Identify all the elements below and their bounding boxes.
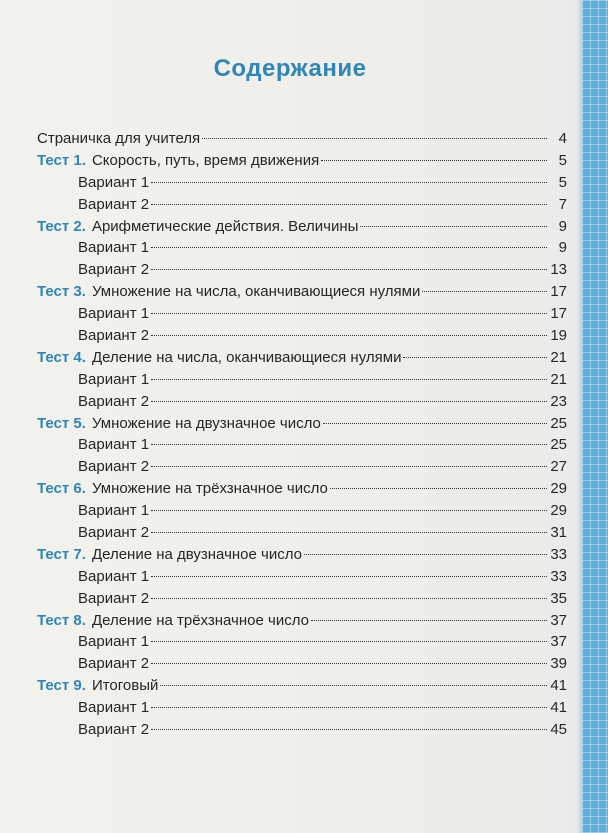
entry-title: Вариант 2 — [78, 327, 150, 345]
entry-title: Деление на двузначное число — [91, 545, 302, 563]
page-number: 21 — [550, 348, 567, 366]
dot-leader — [151, 641, 547, 642]
entry-title: Вариант 1 — [78, 502, 150, 520]
page-number: 33 — [550, 567, 567, 585]
dot-leader — [160, 685, 547, 686]
entry-title: Вариант 2 — [78, 721, 150, 739]
toc-variant-entry — [37, 369, 567, 391]
test-number-label: Тест 3. — [37, 283, 86, 301]
test-number-label: Тест 7. — [37, 545, 86, 563]
entry-title: Вариант 1 — [78, 173, 150, 191]
dot-leader — [151, 269, 547, 270]
entry-title: Вариант 2 — [78, 655, 150, 673]
toc-variant-entry — [37, 391, 567, 413]
dot-leader — [151, 247, 547, 248]
dot-leader — [151, 182, 547, 183]
toc-test-entry — [37, 544, 567, 566]
entry-title: Вариант 1 — [78, 370, 150, 388]
page-number: 5 — [558, 151, 567, 169]
dot-leader — [360, 226, 547, 227]
entry-title: Страничка для учителя — [37, 130, 201, 147]
entry-title: Итоговый — [91, 677, 159, 695]
entry-title: Вариант 1 — [78, 436, 150, 454]
toc-test-entry — [37, 478, 567, 500]
entry-title: Арифметические действия. Величины — [91, 217, 359, 235]
toc-variant-entry — [37, 325, 567, 347]
entry-title: Умножение на двузначное число — [91, 414, 321, 432]
toc-variant-entry — [37, 719, 567, 741]
toc-variant-entry — [37, 500, 567, 522]
page-number: 41 — [550, 699, 567, 717]
toc-entry — [37, 128, 567, 150]
test-number-label: Тест 9. — [37, 677, 86, 695]
dot-leader — [321, 160, 547, 161]
page-number: 37 — [550, 611, 567, 629]
test-number-label: Тест 8. — [37, 611, 86, 629]
dot-leader — [151, 729, 547, 730]
entry-title: Вариант 2 — [78, 392, 150, 410]
dot-leader — [323, 423, 547, 424]
dot-leader — [151, 401, 547, 402]
test-number-label: Тест 1. — [37, 151, 86, 169]
dot-leader — [151, 707, 547, 708]
entry-title: Вариант 2 — [78, 524, 150, 542]
page-number: 31 — [550, 524, 567, 542]
entry-title: Умножение на трёхзначное число — [91, 480, 328, 498]
page-number: 33 — [550, 545, 567, 563]
toc-variant-entry — [37, 456, 567, 478]
page-number: 41 — [550, 677, 567, 695]
page-number: 35 — [550, 589, 567, 607]
dot-leader — [202, 138, 547, 139]
toc-variant-entry — [37, 172, 567, 194]
entry-title: Вариант 2 — [78, 589, 150, 607]
dot-leader — [151, 379, 547, 380]
toc-test-entry — [37, 610, 567, 632]
page-number: 13 — [550, 261, 567, 279]
toc-variant-entry — [37, 588, 567, 610]
table-of-contents — [37, 128, 567, 741]
dot-leader — [151, 444, 547, 445]
dot-leader — [151, 576, 547, 577]
toc-variant-entry — [37, 194, 567, 216]
page-number: 27 — [550, 458, 567, 476]
test-number-label: Тест 4. — [37, 348, 86, 366]
dot-leader — [311, 620, 547, 621]
toc-test-entry — [37, 281, 567, 303]
toc-test-entry — [37, 216, 567, 238]
dot-leader — [151, 335, 547, 336]
page-number: 39 — [550, 655, 567, 673]
entry-title: Вариант 2 — [78, 458, 150, 476]
dot-leader — [151, 598, 547, 599]
dot-leader — [422, 291, 547, 292]
toc-variant-entry — [37, 631, 567, 653]
page-number: 9 — [558, 217, 567, 235]
page-number: 17 — [550, 283, 567, 301]
page-number: 19 — [550, 327, 567, 345]
toc-test-entry — [37, 150, 567, 172]
dot-leader — [403, 357, 547, 358]
dot-leader — [151, 663, 547, 664]
dot-leader — [151, 313, 547, 314]
toc-variant-entry — [37, 522, 567, 544]
page-number: 17 — [550, 305, 567, 323]
toc-test-entry — [37, 675, 567, 697]
toc-variant-entry — [37, 653, 567, 675]
entry-title: Умножение на числа, оканчивающиеся нулями — [91, 283, 421, 301]
toc-test-entry — [37, 413, 567, 435]
page-number: 45 — [550, 721, 567, 739]
toc-variant-entry — [37, 566, 567, 588]
dot-leader — [151, 510, 547, 511]
test-number-label: Тест 5. — [37, 414, 86, 432]
page-number: 7 — [558, 195, 567, 213]
toc-variant-entry — [37, 259, 567, 281]
toc-variant-entry — [37, 303, 567, 325]
toc-variant-entry — [37, 237, 567, 259]
entry-title: Вариант 1 — [78, 305, 150, 323]
toc-variant-entry — [37, 697, 567, 719]
page-number: 29 — [550, 480, 567, 498]
toc-test-entry — [37, 347, 567, 369]
page-number: 25 — [550, 436, 567, 454]
toc-variant-entry — [37, 434, 567, 456]
test-number-label: Тест 6. — [37, 480, 86, 498]
dot-leader — [330, 488, 547, 489]
entry-title: Деление на трёхзначное число — [91, 611, 309, 629]
page-title: Содержание — [213, 55, 367, 82]
entry-title: Скорость, путь, время движения — [91, 151, 320, 169]
entry-title: Вариант 2 — [78, 261, 150, 279]
dot-leader — [304, 554, 547, 555]
page-number: 9 — [558, 239, 567, 257]
page-number: 37 — [550, 633, 567, 651]
entry-title: Вариант 1 — [78, 633, 150, 651]
dot-leader — [151, 204, 547, 205]
entry-title: Вариант 1 — [78, 239, 150, 257]
page-number: 29 — [550, 502, 567, 520]
book-edge-grid-strip — [582, 0, 608, 833]
test-number-label: Тест 2. — [37, 217, 86, 235]
page-number: 25 — [550, 414, 567, 432]
entry-title: Вариант 1 — [78, 699, 150, 717]
page-number: 5 — [558, 173, 567, 191]
dot-leader — [151, 466, 547, 467]
entry-title: Вариант 2 — [78, 195, 150, 213]
entry-title: Вариант 1 — [78, 567, 150, 585]
dot-leader — [151, 532, 547, 533]
page-number: 23 — [550, 392, 567, 410]
entry-title: Деление на числа, оканчивающиеся нулями — [91, 348, 402, 366]
page-number: 4 — [558, 130, 567, 147]
page-number: 21 — [550, 370, 567, 388]
